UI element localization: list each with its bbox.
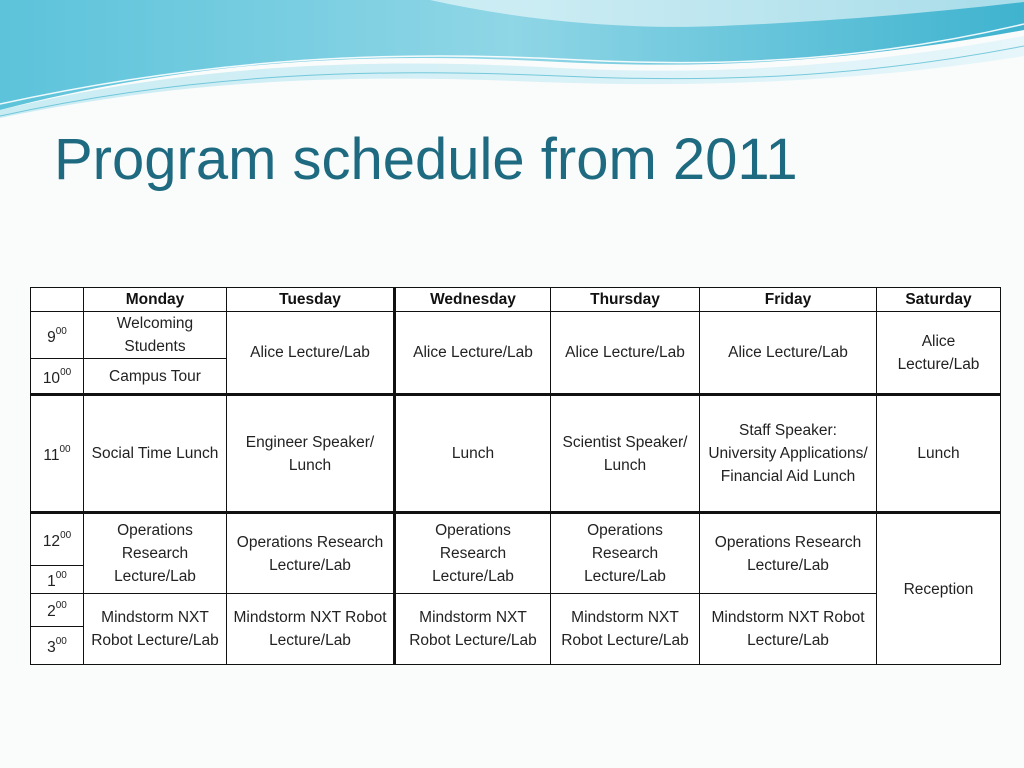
cell-thursday-alice: Alice Lecture/Lab	[551, 312, 700, 395]
header-thursday: Thursday	[551, 288, 700, 312]
time-cell-11: $11^{00}$	[31, 395, 84, 513]
cell-thursday-mindstorm: Mindstorm NXT Robot Lecture/Lab	[551, 593, 700, 664]
page-title: Program schedule from 2011	[54, 127, 798, 192]
cell-friday-staff: Staff Speaker: University Applications/ Financial Aid Lunch	[700, 395, 877, 513]
time-cell-9: $9^{00}$	[31, 312, 84, 359]
cell-wednesday-alice: Alice Lecture/Lab	[395, 312, 551, 395]
cell-wednesday-lunch: Lunch	[395, 395, 551, 513]
cell-saturday-lunch: Lunch	[877, 395, 1001, 513]
header-wednesday: Wednesday	[395, 288, 551, 312]
header-saturday: Saturday	[877, 288, 1001, 312]
cell-saturday-alice: Alice Lecture/Lab	[877, 312, 1001, 395]
decorative-wave-banner	[0, 0, 1024, 120]
time-cell-3: $3^{00}$	[31, 626, 84, 664]
cell-tuesday-mindstorm: Mindstorm NXT Robot Lecture/Lab	[227, 593, 395, 664]
cell-tuesday-alice: Alice Lecture/Lab	[227, 312, 395, 395]
header-tuesday: Tuesday	[227, 288, 395, 312]
table-row	[31, 395, 1001, 513]
schedule-table	[30, 287, 1001, 665]
table-row	[31, 513, 1001, 565]
cell-monday-social: Social Time Lunch	[84, 395, 227, 513]
table-row	[31, 312, 1001, 359]
header-monday: Monday	[84, 288, 227, 312]
cell-monday-operations: Operations Research Lecture/Lab	[84, 513, 227, 593]
cell-thursday-scientist: Scientist Speaker/ Lunch	[551, 395, 700, 513]
cell-wednesday-mindstorm: Mindstorm NXT Robot Lecture/Lab	[395, 593, 551, 664]
cell-friday-mindstorm: Mindstorm NXT Robot Lecture/Lab	[700, 593, 877, 664]
cell-saturday-reception: Reception	[877, 513, 1001, 665]
cell-monday-campus-tour: Campus Tour	[84, 359, 227, 395]
header-row	[31, 288, 1001, 312]
cell-tuesday-engineer: Engineer Speaker/ Lunch	[227, 395, 395, 513]
cell-friday-alice: Alice Lecture/Lab	[700, 312, 877, 395]
cell-tuesday-operations: Operations Research Lecture/Lab	[227, 513, 395, 593]
time-cell-1: $1^{00}$	[31, 565, 84, 593]
cell-thursday-operations: Operations Research Lecture/Lab	[551, 513, 700, 593]
time-cell-10: $10^{00}$	[31, 359, 84, 395]
time-cell-2: $2^{00}$	[31, 593, 84, 626]
cell-monday-mindstorm: Mindstorm NXT Robot Lecture/Lab	[84, 593, 227, 664]
header-friday: Friday	[700, 288, 877, 312]
cell-wednesday-operations: Operations Research Lecture/Lab	[395, 513, 551, 593]
time-cell-12: $12^{00}$	[31, 513, 84, 565]
cell-monday-welcoming: Welcoming Students	[84, 312, 227, 359]
cell-friday-operations: Operations Research Lecture/Lab	[700, 513, 877, 593]
header-time	[31, 288, 84, 312]
table-row	[31, 593, 1001, 626]
